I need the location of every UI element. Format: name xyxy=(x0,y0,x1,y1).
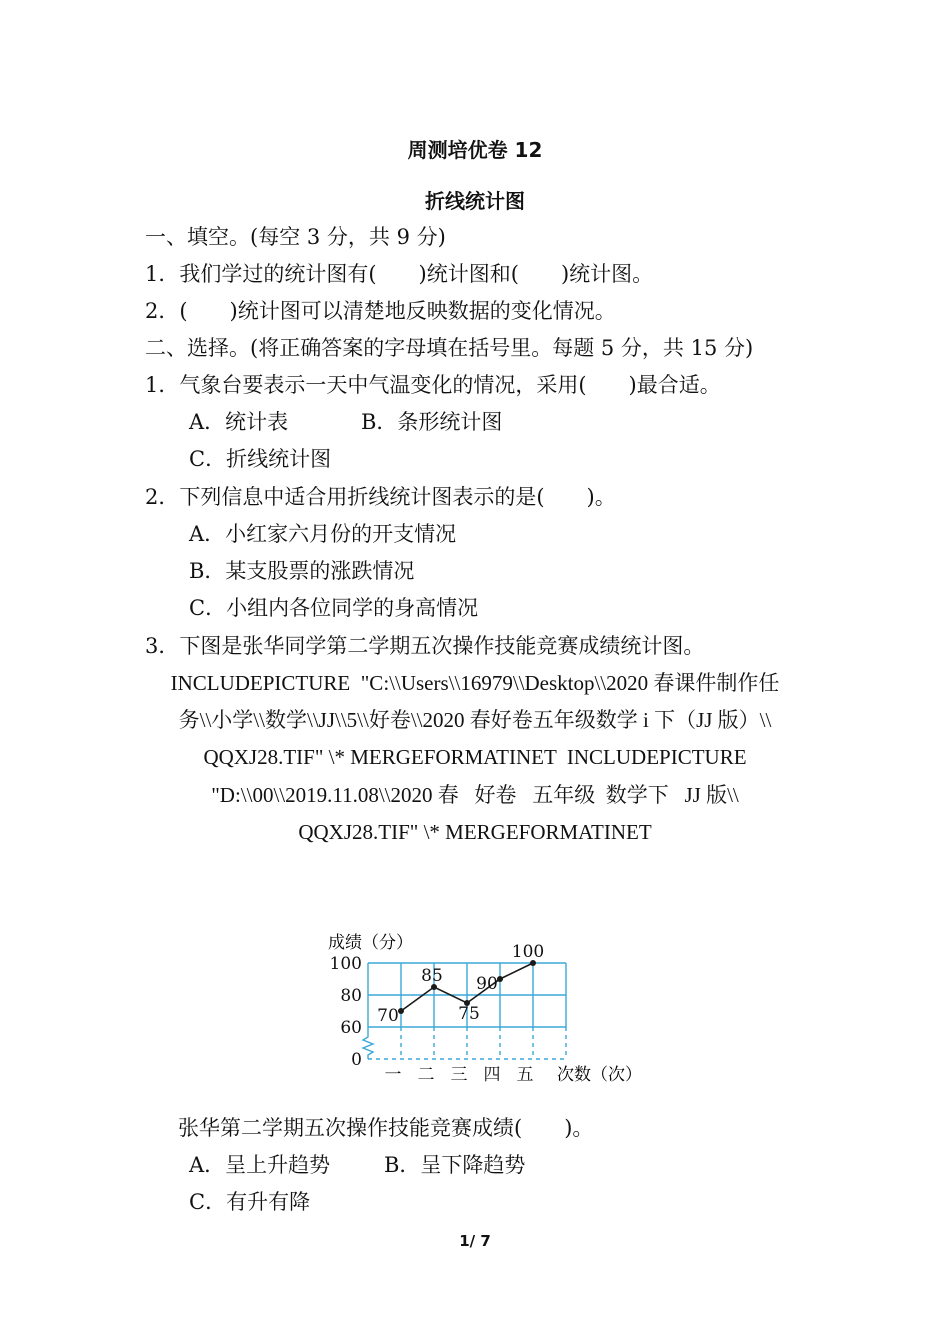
data-label: 70 xyxy=(377,1006,399,1026)
data-label: 90 xyxy=(476,974,498,994)
s2-q3-option-b: B．呈下降趋势 xyxy=(384,1153,526,1177)
s2-q2-option-b: B．某支股票的涨跌情况 xyxy=(189,559,415,583)
axis-break-zigzag xyxy=(363,1027,373,1059)
s2-q2-stem: 2．下列信息中适合用折线统计图表示的是( )。 xyxy=(145,485,616,509)
y-axis-break-mark xyxy=(363,1027,373,1059)
data-label: 85 xyxy=(421,966,443,986)
s2-q1-option-c: C．折线统计图 xyxy=(189,447,332,471)
data-label: 100 xyxy=(511,942,545,962)
y-tick-label: 100 xyxy=(329,954,362,974)
field-code-line-2: 务\\小学\\数学\\JJ\\5\\好卷\\2020 春好卷五年级数学 i 下（JJ 版）\\ xyxy=(178,708,772,732)
page-number: 1/ 7 xyxy=(459,1232,491,1250)
data-point xyxy=(398,1008,404,1014)
x-tick-label: 四 xyxy=(483,1065,501,1085)
field-code-line-1: INCLUDEPICTURE "C:\\Users\\16979\\Desktop\\2020 春课件制作任 xyxy=(170,671,780,695)
s2-q1-option-a: A．统计表 xyxy=(189,410,289,434)
page-title: 周测培优卷 12 xyxy=(407,138,543,162)
section1-heading: 一、填空。(每空 3 分，共 9 分) xyxy=(145,225,446,249)
data-point xyxy=(497,976,503,982)
x-tick-label: 一 xyxy=(384,1065,402,1085)
section2-heading: 二、选择。(将正确答案的字母填在括号里。每题 5 分，共 15 分) xyxy=(145,336,754,360)
s2-q1-option-b: B．条形统计图 xyxy=(361,410,503,434)
s2-q3-option-a: A．呈上升趋势 xyxy=(189,1153,331,1177)
score-line-chart xyxy=(320,925,660,1090)
field-code-line-3: QQXJ28.TIF" \* MERGEFORMATINET INCLUDEPICTURE xyxy=(203,745,747,769)
s2-q3-question: 张华第二学期五次操作技能竞赛成绩( )。 xyxy=(178,1116,594,1140)
field-code-line-4: "D:\\00\\2019.11.08\\2020 春 好卷 五年级 数学下 JJ 版\\ xyxy=(211,783,739,807)
x-tick-label: 三 xyxy=(450,1065,468,1085)
y-tick-label: 0 xyxy=(351,1050,362,1070)
data-label: 75 xyxy=(458,1004,480,1024)
x-tick-label: 五 xyxy=(516,1065,534,1085)
y-tick-label: 60 xyxy=(340,1018,362,1038)
y-tick-label: 80 xyxy=(340,986,362,1006)
y-axis-label: 成绩（分） xyxy=(328,933,413,953)
field-code-line-5: QQXJ28.TIF" \* MERGEFORMATINET xyxy=(298,820,652,844)
s2-q1-stem: 1．气象台要表示一天中气温变化的情况，采用( )最合适。 xyxy=(145,373,721,397)
s2-q2-option-c: C．小组内各位同学的身高情况 xyxy=(189,596,479,620)
s2-q3-stem: 3．下图是张华同学第二学期五次操作技能竞赛成绩统计图。 xyxy=(145,634,705,658)
s1-question-2: 2．( )统计图可以清楚地反映数据的变化情况。 xyxy=(145,299,616,323)
x-tick-label: 二 xyxy=(417,1065,435,1085)
s2-q3-option-c: C．有升有降 xyxy=(189,1190,311,1214)
s1-question-1: 1．我们学过的统计图有( )统计图和( )统计图。 xyxy=(145,262,654,286)
page-subtitle: 折线统计图 xyxy=(425,189,525,213)
x-axis-label: 次数（次） xyxy=(557,1065,642,1085)
s2-q2-option-a: A．小红家六月份的开支情况 xyxy=(189,522,457,546)
